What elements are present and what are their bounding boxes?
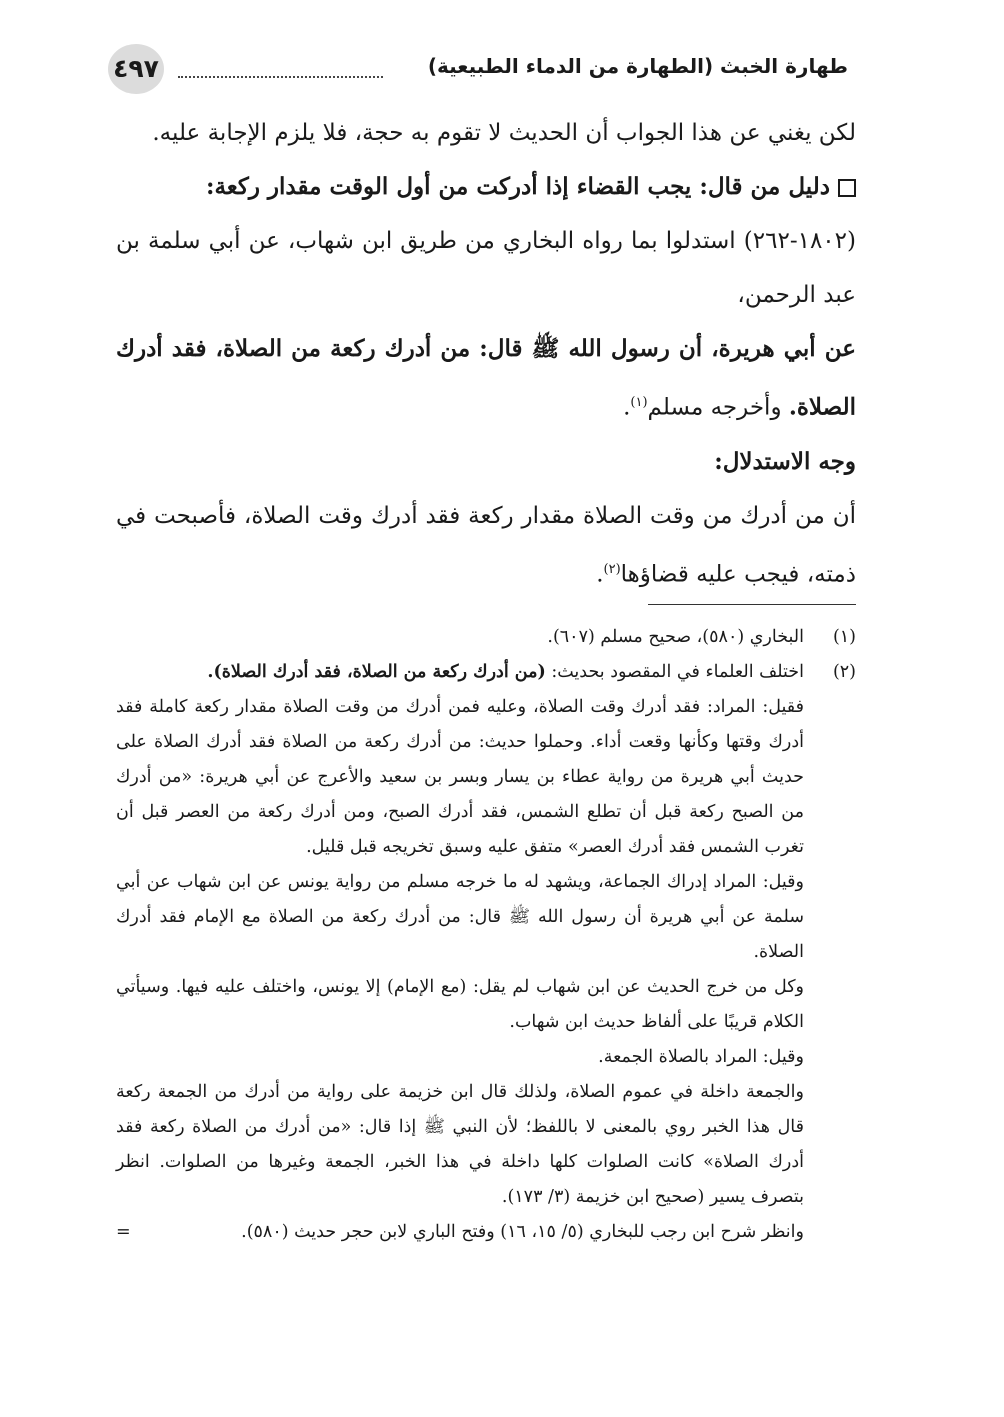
footnote-2 — [116, 655, 856, 690]
paragraph-hadith-text — [116, 322, 856, 435]
footnote-paragraph: فقيل: المراد: فقد أدرك وقت الصلاة، وعليه فمن أدرك من وقت الصلاة مقدار ركعة كاملة فقد أدرك وقتها وكأنها وقعت أداء. وحملوا حديث: من أدرك ركعة من الصلاة فقد أدرك الصلاة على حديث أبي هريرة من رواية عطاء بن يسار وبسر بن سعيد والأعرج عن أبي هريرة: «من أدرك من الصبح ركعة قبل أن تطلع الشمس، فقد أدرك الصبح، ومن أدرك ركعة من العصر قبل أن تغرب الشمس فقد أدرك العصر» متفق عليه وسبق تخريجه قبل قليل. — [116, 697, 804, 857]
paragraph-answer: لكن يغني عن هذا الجواب أن الحديث لا تقوم به حجة، فلا يلزم الإجابة عليه. — [152, 120, 856, 146]
footnote-text: اختلف العلماء في المقصود بحديث: — [545, 662, 804, 682]
page-number: ٤٩٧ — [108, 44, 164, 94]
footnote-paragraph: وكل من خرج الحديث عن ابن شهاب لم يقل: (مع الإمام) إلا يونس، واختلف عليه فيها. وسيأتي الكلام قريبًا على ألفاظ حديث ابن شهاب. — [116, 977, 804, 1032]
footnote-paragraph: والجمعة داخلة في عموم الصلاة، ولذلك قال ابن خزيمة على رواية من أدرك من الجمعة ركعة قال هذا الخبر روي بالمعنى لا باللفظ؛ لأن النبي ﷺ إذا قال: «من أدرك من الصلاة ركعة فقد أدرك الصلاة» كانت الصلوات كلها داخلة في هذا الخبر، الجمعة وغيرها من الصلوات. انظر بتصرف يسير (صحيح ابن خزيمة (٣/ ١٧٣). — [116, 1082, 804, 1207]
footnote-ref-1[interactable]: (١) — [630, 395, 648, 410]
paragraph-hadith-chain: (١٨٠٢-٢٦٢) استدلوا بما رواه البخاري من طريق ابن شهاب، عن أبي سلمة بن عبد الرحمن، — [116, 228, 856, 308]
footnote-ref-2[interactable]: (٢) — [603, 561, 621, 577]
footnote-separator — [648, 604, 856, 605]
main-text — [116, 106, 856, 601]
running-header — [108, 44, 848, 94]
period: . — [623, 394, 631, 421]
footnote-text: البخاري (٥٨٠)، صحيح مسلم (٦٠٧). — [547, 627, 804, 647]
period: . — [596, 561, 604, 588]
footnote-paragraph — [116, 1215, 856, 1250]
reasoning-text: أن من أدرك من وقت الصلاة مقدار ركعة فقد أدرك وقت الصلاة، فأصبحت في ذمته، فيجب عليه قضاؤها — [116, 502, 856, 588]
footnote-paragraph: وقيل: المراد إدراك الجماعة، ويشهد له ما خرجه مسلم من رواية يونس عن ابن شهاب عن أبي سلمة عن أبي هريرة أن رسول الله ﷺ قال: من أدرك ركعة من الصلاة مع الإمام فقد أدرك الصلاة. — [116, 872, 804, 962]
paragraph-reasoning — [116, 489, 856, 602]
footnote-paragraph: وقيل: المراد بالصلاة الجمعة. — [598, 1047, 804, 1067]
footnote-1 — [116, 620, 856, 655]
footnote-text: وانظر شرح ابن رجب للبخاري (٥/ ١٥، ١٦) وفتح الباري لابن حجر حديث (٥٨٠). — [241, 1222, 804, 1242]
footnote-quote: (من أدرك ركعة من الصلاة، فقد أدرك الصلاة). — [207, 662, 546, 682]
continuation-mark: = — [116, 1222, 131, 1242]
section-heading-reasoning: وجه الاستدلال: — [714, 447, 856, 475]
section-heading-evidence — [116, 160, 856, 214]
header-leader-dots — [178, 76, 383, 78]
footnote-number: (٢) — [832, 662, 856, 682]
footnote-number: (١) — [832, 627, 856, 647]
footnotes — [116, 620, 856, 1250]
section-heading-text: دليل من قال: يجب القضاء إذا أدركت من أول الوقت مقدار ركعة: — [205, 173, 830, 200]
hadith-quote: عن أبي هريرة، أن رسول الله ﷺ قال: من أدرك ركعة من الصلاة، فقد أدرك الصلاة. — [116, 335, 856, 421]
chapter-title: طهارة الخبث (الطهارة من الدماء الطبيعية) — [427, 54, 848, 78]
checkbox-square-icon — [838, 179, 856, 197]
hadith-source: وأخرجه مسلم — [647, 394, 789, 421]
